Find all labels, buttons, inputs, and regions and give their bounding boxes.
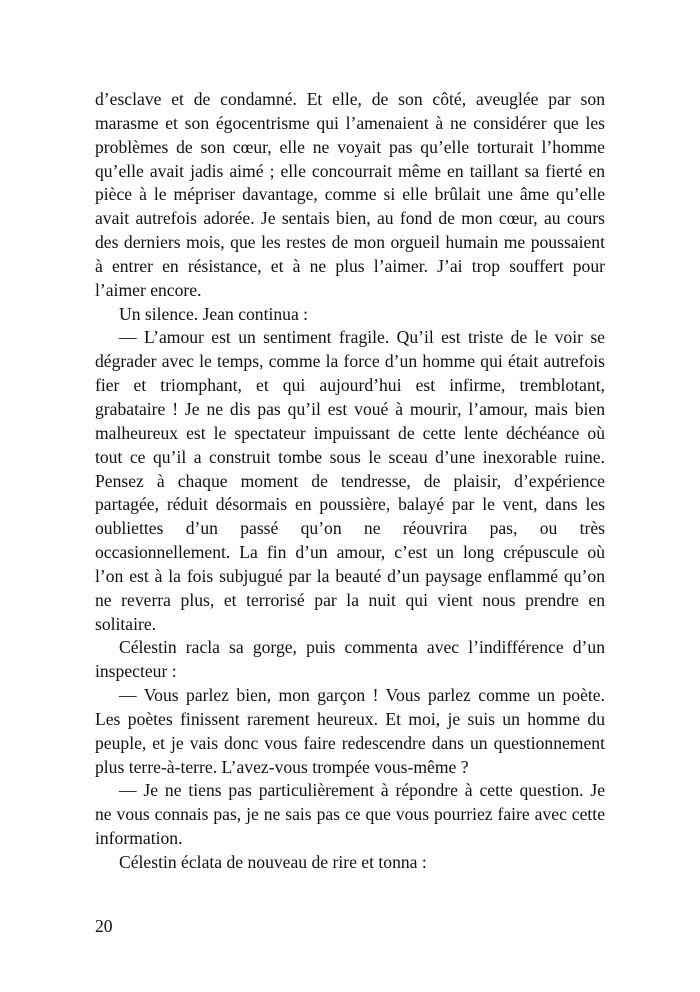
- text-line: grabataire ! Je ne dis pas qu’il est voué à mourir, l’amour, mais bien: [95, 398, 605, 419]
- text-line: Célestin éclata de nouveau de rire et tonna :: [119, 852, 427, 872]
- text-line: ne vous connais pas, je ne sais pas ce que vous pourriez faire avec cette: [95, 804, 605, 825]
- text-line: à entrer en résistance, et à ne plus l’aimer. J’ai trop souffert pour: [95, 255, 605, 276]
- text-line: problèmes de son cœur, elle ne voyait pas qu’elle torturait l’homme: [95, 136, 605, 157]
- page-number: 20: [95, 916, 113, 936]
- text-line: solitaire.: [95, 613, 157, 634]
- text-line: oubliettes d’un passé qu’on ne réouvrira pas, ou très: [95, 518, 605, 539]
- text-line: tout ce qu’il a construit tombe sous le sceau d’une inexorable ruine.: [95, 446, 605, 467]
- text-line: — Vous parlez bien, mon garçon ! Vous parlez comme un poète.: [119, 685, 605, 706]
- text-line: d’esclave et de condamné. Et elle, de son côté, aveuglée par son: [95, 89, 605, 109]
- paragraph: [95, 851, 605, 875]
- text-line: l’aimer encore.: [95, 279, 202, 300]
- text-line: pièce à le mépriser davantage, comme si elle brûlait une âme qu’elle: [95, 184, 605, 205]
- text-line: Pensez à chaque moment de tendresse, de plaisir, d’expérience: [95, 470, 605, 491]
- text-line: Un silence. Jean continua :: [119, 303, 309, 324]
- paragraph: [95, 779, 605, 851]
- text-line: — Je ne tiens pas particulièrement à répondre à cette question. Je: [119, 780, 605, 801]
- text-line: l’on est à la fois subjugué par la beauté d’un paysage enflammé qu’on: [95, 565, 605, 586]
- text-line: fier et triomphant, et qui aujourd’hui est infirme, tremblotant,: [95, 375, 605, 396]
- text-line: ne reverra plus, et terrorisé par la nuit qui vient nous prendre en: [95, 589, 605, 610]
- text-line: avait autrefois adorée. Je sentais bien, au fond de mon cœur, au cours: [95, 208, 605, 229]
- paragraph: [95, 303, 605, 327]
- text-line: partagée, réduit désormais en poussière, balayé par le vent, dans les: [95, 494, 605, 515]
- text-line: peuple, et je vais donc vous faire redescendre dans un questionnement: [95, 732, 605, 753]
- text-line: dégrader avec le temps, comme la force d’un homme qui était autrefois: [95, 351, 605, 372]
- text-line: des derniers mois, que les restes de mon orgueil humain me poussaient: [95, 232, 605, 253]
- text-line: — L’amour est un sentiment fragile. Qu’il est triste de le voir se: [119, 327, 605, 348]
- text-line: Célestin racla sa gorge, puis commenta avec l’indifférence d’un: [119, 637, 605, 658]
- text-line: plus terre-à-terre. L’avez-vous trompée vous-même ?: [95, 756, 469, 777]
- text-line: information.: [95, 828, 183, 849]
- page-body: [95, 88, 605, 875]
- text-line: occasionnellement. La fin d’un amour, c’est un long crépuscule où: [95, 542, 605, 563]
- text-line: Les poètes finissent rarement heureux. Et moi, je suis un homme du: [95, 708, 605, 729]
- text-line: marasme et son égocentrisme qui l’amenaient à ne considérer que les: [95, 112, 605, 133]
- text-line: malheureux est le spectateur impuissant de cette lente déchéance où: [95, 422, 605, 443]
- paragraph: [95, 636, 605, 684]
- text-line: inspecteur :: [95, 661, 177, 682]
- paragraph: [95, 326, 605, 636]
- paragraph: [95, 88, 605, 303]
- text-line: qu’elle avait jadis aimé ; elle concourrait même en taillant sa fierté en: [95, 160, 605, 181]
- paragraph: [95, 684, 605, 779]
